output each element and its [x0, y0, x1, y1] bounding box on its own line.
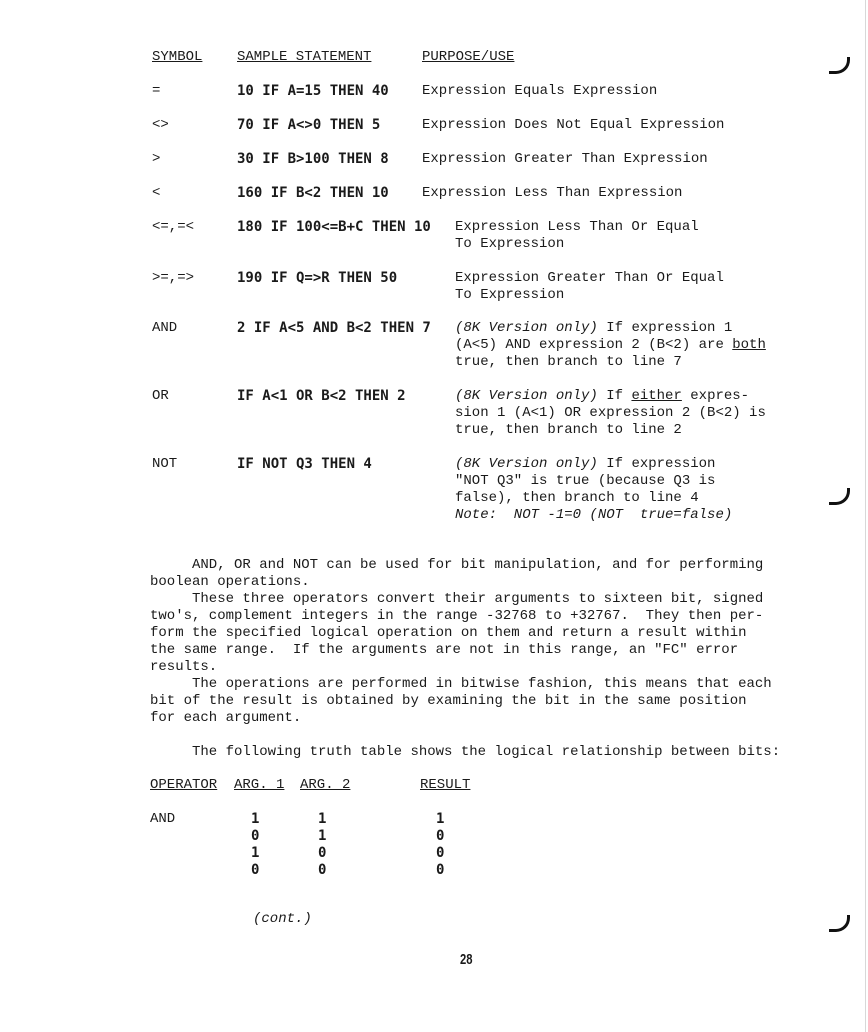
paragraph-operators: These three operators convert their arguments to sixteen bit, signed two's, complement integers in the range -32768 to +32767. They then per- form the specified logical operation on them and return a result within the same range. If the arguments are not in this range, an "FC" error results. [150, 591, 764, 675]
purpose-and [455, 320, 766, 371]
purpose-less-equal [455, 219, 699, 253]
purpose-line: sion 1 (A<1) OR expression 2 (B<2) is [455, 405, 766, 421]
purpose-text: If expression [606, 456, 716, 472]
header-purpose: PURPOSE/USE [422, 49, 515, 65]
tt-cell-arg2: 0 [318, 862, 327, 878]
emphasis-both: both [732, 337, 766, 353]
purpose-line [455, 456, 732, 473]
paragraph-bitwise: The operations are performed in bitwise fashion, this means that each bit of the result is obtained by examining the bit in the same position for each argument. [150, 676, 772, 726]
paragraph-bit-manipulation: AND, OR and NOT can be used for bit manipulation, and for performing boolean operations. [150, 557, 764, 590]
tt-cell-arg1: 0 [251, 862, 260, 878]
statement-greater-equal: 190 IF Q=>R THEN 50 [237, 270, 398, 286]
header-symbol: SYMBOL [152, 49, 203, 65]
purpose-line: To Expression [455, 287, 565, 303]
purpose-greater: Expression Greater Than Expression [422, 151, 708, 167]
purpose-text: (A<5) AND expression 2 (B<2) are [455, 337, 733, 353]
purpose-line [455, 337, 766, 354]
tt-cell-arg1: 1 [251, 811, 260, 827]
statement-not: IF NOT Q3 THEN 4 [237, 456, 372, 472]
statement-or: IF A<1 OR B<2 THEN 2 [237, 388, 406, 404]
symbol-not-equal: <> [152, 117, 169, 133]
purpose-not-equal: Expression Does Not Equal Expression [422, 117, 725, 133]
symbol-equals: = [152, 83, 161, 99]
paragraph-truth-table-intro: The following truth table shows the logical relationship between bits: [150, 744, 781, 760]
purpose-note: Note: NOT -1=0 (NOT true=false) [455, 507, 733, 523]
purpose-line: "NOT Q3" is true (because Q3 is [455, 473, 716, 489]
purpose-equals: Expression Equals Expression [422, 83, 658, 99]
statement-less: 160 IF B<2 THEN 10 [237, 185, 389, 201]
purpose-line [455, 320, 766, 337]
statement-not-equal: 70 IF A<>0 THEN 5 [237, 117, 381, 133]
tt-cell-arg2: 1 [318, 811, 327, 827]
symbol-or: OR [152, 388, 169, 404]
tt-operator-and: AND [150, 811, 176, 827]
continued-note: (cont.) [253, 911, 312, 927]
statement-less-equal: 180 IF 100<=B+C THEN 10 [237, 219, 431, 235]
version-note: (8K Version only) [455, 388, 598, 404]
tt-cell-result: 0 [436, 862, 445, 878]
purpose-text: expres- [681, 388, 750, 404]
version-note: (8K Version only) [455, 456, 598, 472]
tt-header-result: RESULT [420, 777, 471, 793]
page-number: 28 [460, 951, 473, 968]
symbol-less: < [152, 185, 161, 201]
version-note: (8K Version only) [455, 320, 598, 336]
symbol-less-equal: <=,=< [152, 219, 195, 235]
symbol-and: AND [152, 320, 178, 336]
statement-greater: 30 IF B>100 THEN 8 [237, 151, 389, 167]
purpose-line: false), then branch to line 4 [455, 490, 699, 506]
purpose-line [455, 388, 766, 405]
tt-cell-arg1: 1 [251, 845, 260, 861]
purpose-line: true, then branch to line 2 [455, 422, 682, 438]
purpose-greater-equal [455, 270, 724, 304]
symbol-greater-equal: >=,=> [152, 270, 195, 286]
tt-header-arg2: ARG. 2 [300, 777, 351, 793]
symbol-greater: > [152, 151, 161, 167]
tt-header-operator: OPERATOR [150, 777, 218, 793]
binder-mark-icon [829, 57, 850, 74]
binder-mark-icon [829, 488, 850, 505]
tt-header-arg1: ARG. 1 [234, 777, 285, 793]
page-edge-divider [865, 0, 866, 1032]
purpose-not [455, 456, 732, 524]
purpose-text: If expression 1 [606, 320, 733, 336]
symbol-not: NOT [152, 456, 178, 472]
statement-equals: 10 IF A=15 THEN 40 [237, 83, 389, 99]
purpose-line: Expression Greater Than Or Equal [455, 270, 724, 286]
header-sample-statement: SAMPLE STATEMENT [237, 49, 372, 65]
purpose-line: To Expression [455, 236, 565, 252]
binder-mark-icon [829, 915, 850, 932]
purpose-line: true, then branch to line 7 [455, 354, 682, 370]
tt-cell-result: 1 [436, 811, 445, 827]
tt-cell-result: 0 [436, 828, 445, 844]
tt-cell-result: 0 [436, 845, 445, 861]
emphasis-either: either [631, 388, 682, 404]
purpose-line: Expression Less Than Or Equal [455, 219, 699, 235]
tt-cell-arg2: 0 [318, 845, 327, 861]
tt-cell-arg2: 1 [318, 828, 327, 844]
tt-cell-arg1: 0 [251, 828, 260, 844]
purpose-text: If [606, 388, 632, 404]
purpose-less: Expression Less Than Expression [422, 185, 683, 201]
statement-and: 2 IF A<5 AND B<2 THEN 7 [237, 320, 431, 336]
purpose-or [455, 388, 766, 439]
